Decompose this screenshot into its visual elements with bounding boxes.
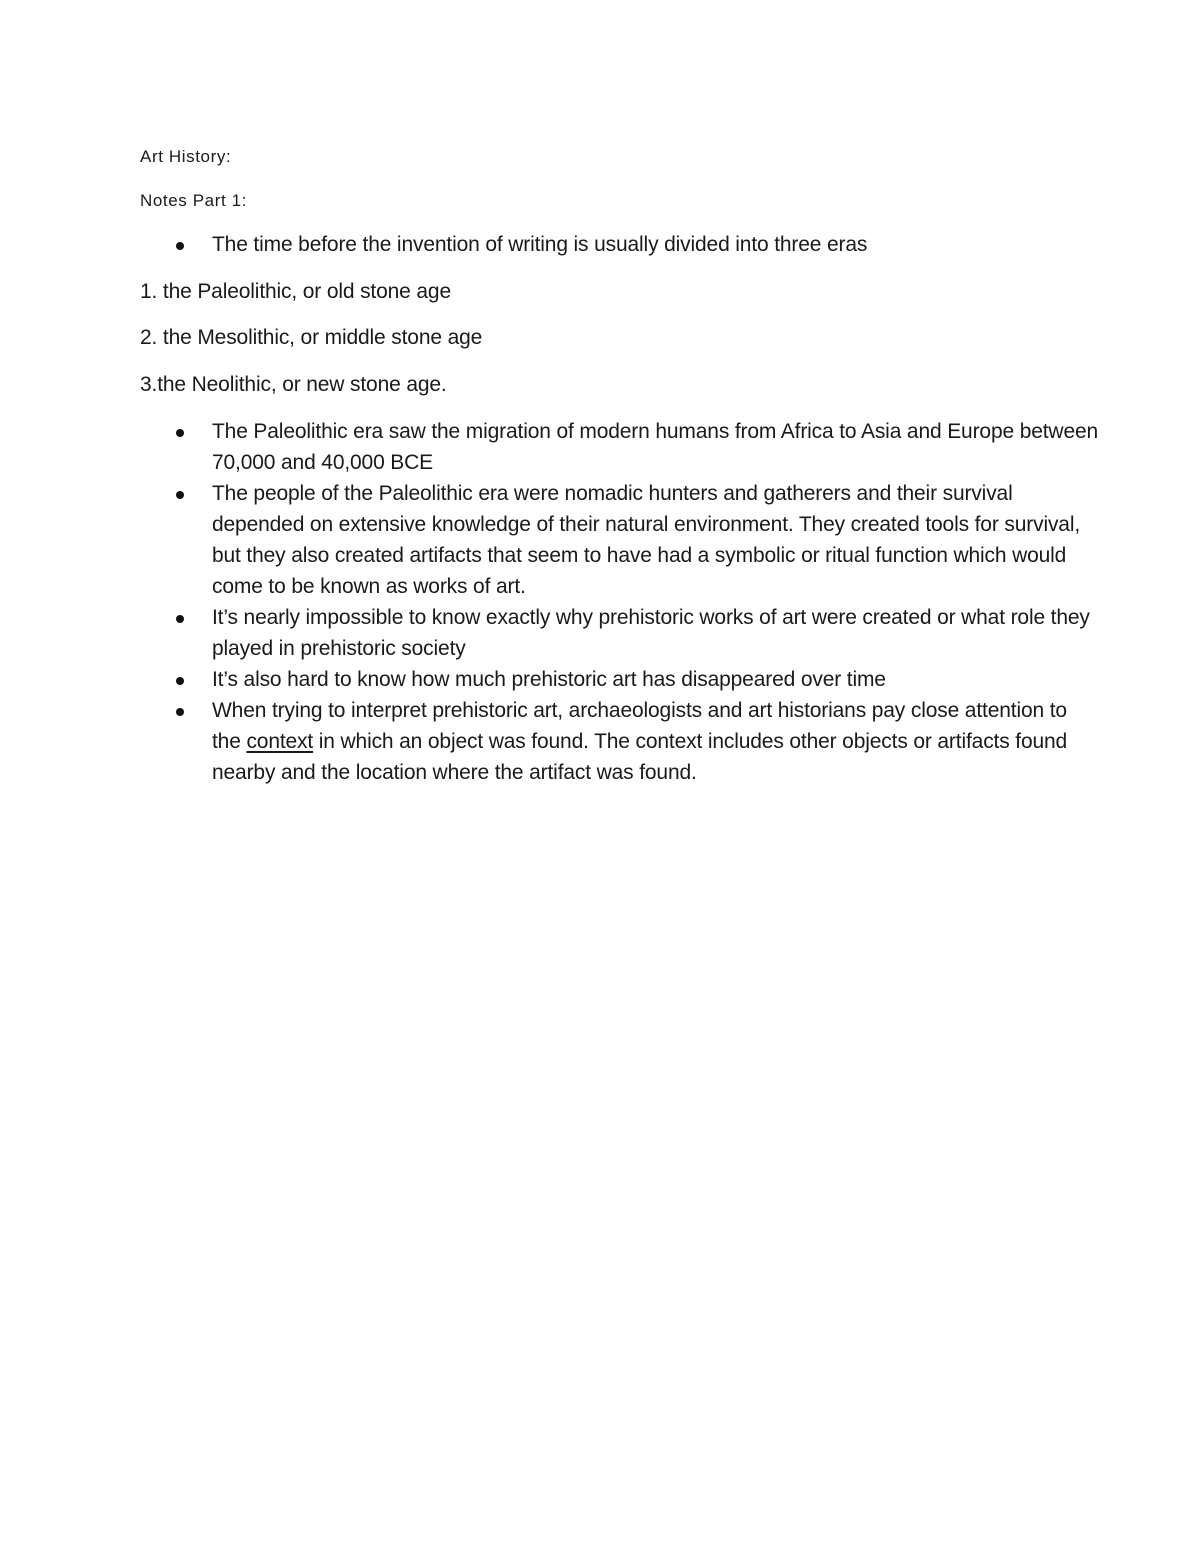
era-item-neolithic: 3.the Neolithic, or new stone age.: [140, 373, 447, 396]
bullet-text-end: in which an object was found. The context includes other objects or artifacts found nearby and the location where the artifact was found.: [212, 730, 1068, 784]
page-title: Art History:: [140, 147, 232, 166]
list-item: [140, 602, 1100, 664]
bullet-icon: [176, 677, 184, 685]
bullet-text: The people of the Paleolithic era were nomadic hunters and gatherers and their survival depended on extensive knowledge of their natural environment. They created tools for survival, but they also created artifacts that seem to have had a symbolic or ritual function which would come to be known as works of art.: [212, 482, 1081, 598]
bullet-text: It’s nearly impossible to know exactly why prehistoric works of art were created or what role they played in prehistoric society: [212, 606, 1090, 660]
underlined-term: context: [246, 730, 314, 753]
bullet-icon: [176, 491, 184, 499]
bullet-icon: [176, 242, 184, 250]
list-item: [140, 664, 1100, 695]
bullet-icon: [176, 708, 184, 716]
bullet-icon: [176, 429, 184, 437]
page-subtitle: Notes Part 1:: [140, 191, 248, 210]
notes-bullet-list: [140, 416, 1100, 788]
list-item: [140, 695, 1100, 788]
bullet-text: It’s also hard to know how much prehistoric art has disappeared over time: [212, 668, 886, 691]
bullet-text: The time before the invention of writing is usually divided into three eras: [212, 233, 868, 256]
intro-bullet-list: [140, 229, 1100, 260]
bullet-icon: [176, 615, 184, 623]
bullet-text-start: When trying to interpret prehistoric art, archaeologists and art historians pay close attention to the: [212, 699, 1067, 753]
era-item-mesolithic: 2. the Mesolithic, or middle stone age: [140, 326, 483, 349]
bullet-text: The Paleolithic era saw the migration of modern humans from Africa to Asia and Europe between 70,000 and 40,000 BCE: [212, 420, 1099, 474]
list-item: [140, 416, 1100, 478]
list-item: [140, 229, 1100, 260]
list-item: [140, 478, 1100, 602]
era-item-paleolithic: 1. the Paleolithic, or old stone age: [140, 280, 451, 303]
